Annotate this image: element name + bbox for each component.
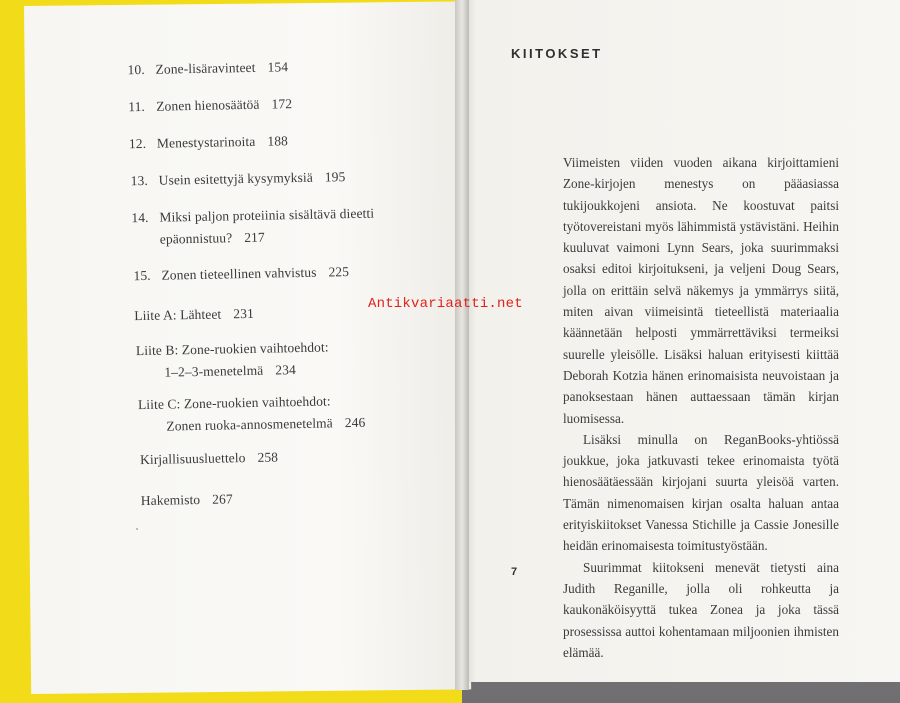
toc-entry bbox=[138, 390, 366, 438]
toc-entry bbox=[140, 446, 278, 471]
toc-page: 231 bbox=[233, 305, 255, 322]
paragraph: Lisäksi minulla on ReganBooks-yhtiössä joukkue, joka jatkuvasti tekee erinomaista työtä hienosäätäessään kirjojani suurta yleisöä varten. Tämän nimenomaisen kirjan osalta haluan antaa erityiskiitokset Vanessa Stichille ja Cassie Jonesille heidän erinomaisesta toimitustyöstään. bbox=[563, 431, 839, 554]
toc-continuation: 1–2–3-menetelmä 234 bbox=[164, 362, 297, 380]
paper-speck bbox=[136, 528, 138, 530]
toc-page: 172 bbox=[271, 96, 293, 112]
toc-page: 267 bbox=[212, 491, 233, 507]
toc-entry bbox=[129, 130, 288, 155]
toc-page: 188 bbox=[267, 133, 289, 149]
toc-number: 10. bbox=[127, 61, 145, 78]
toc-title: Zonen tieteellinen vahvistus bbox=[161, 264, 317, 283]
toc-number: 15. bbox=[133, 267, 151, 284]
paragraph: Viimeisten viiden vuoden aikana kirjoittamieni Zone-kirjojen menestys on pääasiassa tukijoukkojeni ansiota. Ne koostuvat paitsi työtovereistani myös lähimmistä ystävistäni. Heihin kuuluvat vaimoni Lynn Sears, joka suurimmaksi osaksi editoi kirjoitukseni, ja veljeni Doug Sears, jolla on erittäin selvä näkemys ja ymmärrys siitä, miten aivan viimeisintä tieteellistä materiaalia käännetään helposti ymmärrettäviksi termeiksi suurelle yleisölle. Lisäksi haluan erityisesti kiittää Deborah Kotzia hänen erinomaisista neuvoistaan ja panoksestaan hänen auttaessaan tämän kirjan luomisessa. bbox=[563, 155, 839, 426]
toc-entry bbox=[127, 56, 288, 81]
toc-title: Hakemisto bbox=[140, 491, 201, 509]
toc-entry bbox=[134, 303, 254, 327]
toc-continuation: epäonnistuu? 217 bbox=[159, 229, 265, 247]
toc-page: 258 bbox=[257, 449, 279, 465]
toc-title: Zonen hienosäätöä bbox=[156, 96, 260, 114]
toc-number: 12. bbox=[128, 135, 147, 152]
toc-title: Miksi paljon proteiinia sisältävä dieetti bbox=[159, 205, 375, 225]
toc-title: Zone-lisäravinteet bbox=[155, 59, 256, 77]
chapter-heading: KIITOKSET bbox=[511, 46, 603, 61]
page-number: 7 bbox=[511, 566, 518, 578]
toc-number: 14. bbox=[131, 209, 149, 226]
toc-page: 217 bbox=[244, 229, 265, 246]
toc-title: Liite B: Zone-ruokien vaihtoehdot: bbox=[135, 339, 329, 359]
toc-page: 246 bbox=[344, 414, 366, 431]
toc-entry bbox=[141, 488, 233, 512]
toc-number: 11. bbox=[128, 98, 146, 115]
toc-title: Kirjallisuusluettelo bbox=[139, 450, 246, 468]
toc-page: 195 bbox=[324, 169, 346, 185]
toc-entry bbox=[131, 203, 375, 252]
acknowledgements-text bbox=[563, 152, 839, 663]
paragraph: Suurimmat kiitokseni menevät tietysti aina Judith Reganille, jolla oli rohkeutta ja kaukonäköisyyttä tukea Zonea ja joka tässä prosessissa auttoi kohentamaan miljoonien ihmisten elämää. bbox=[563, 559, 839, 660]
toc-page: 154 bbox=[267, 59, 289, 75]
watermark-text: Antikvariaatti.net bbox=[368, 296, 523, 312]
toc-page: 234 bbox=[275, 362, 297, 378]
toc-entry bbox=[133, 261, 349, 287]
toc-title: Liite A: Lähteet bbox=[134, 306, 222, 324]
toc-continuation: Zonen ruoka-annosmenetelmä 246 bbox=[166, 414, 366, 434]
toc-entry bbox=[130, 166, 345, 192]
toc-title: Menestystarinoita bbox=[156, 133, 256, 151]
toc-title: Liite C: Zone-ruokien vaihtoehdot: bbox=[137, 393, 331, 413]
toc-number: 13. bbox=[130, 172, 149, 189]
toc-entry bbox=[136, 336, 330, 384]
toc-title: Usein esitettyjä kysymyksiä bbox=[158, 169, 313, 188]
toc-page: 225 bbox=[328, 264, 350, 280]
toc-entry bbox=[128, 93, 292, 118]
